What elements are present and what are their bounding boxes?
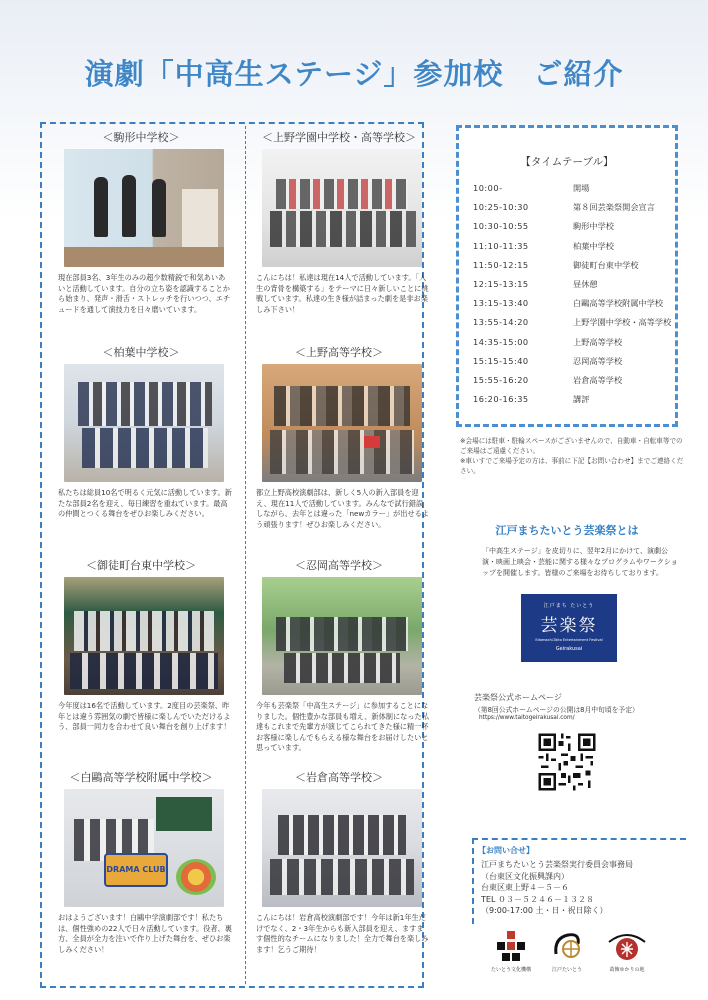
event-name: 講評 <box>573 394 590 405</box>
logo-main-text: 芸楽祭 <box>540 616 598 636</box>
timetable-title: 【タイムテーブル】 <box>520 156 614 168</box>
drama-club-sign: DRAMA CLUB <box>104 853 168 887</box>
logo-roman-text: Geirakusai <box>555 646 583 652</box>
event-name: 御徒町台東中学校 <box>573 259 639 270</box>
school-card-komagata <box>52 130 230 315</box>
logo-small-text: 江戸まち たいとう <box>543 603 595 609</box>
school-name: ＜上野学園中学校・高等学校＞ <box>262 131 416 144</box>
school-photo <box>64 364 224 482</box>
contact-phone: TEL ０３－５２４６－１３２８ <box>481 894 594 904</box>
school-card-shinobugaoka <box>250 558 428 754</box>
timetable-row <box>473 294 675 313</box>
school-photo <box>262 149 422 267</box>
school-name: ＜岩倉高等学校＞ <box>295 771 383 784</box>
timetable-row <box>473 237 675 256</box>
logo-caption: たいとう文化機構 <box>490 967 531 973</box>
time-slot: 14:35-15:00 <box>473 336 529 347</box>
time-slot: 10:25-10:30 <box>473 202 529 213</box>
timetable-row <box>473 256 675 275</box>
school-photo <box>64 149 224 267</box>
logo-caption: 葛飾ゆかりの地 <box>609 967 645 973</box>
event-name: 柏葉中学校 <box>573 240 614 251</box>
school-description: 都立上野高校演劇部は、新しく5人の新入部員を迎え、現在11人で活動しています。みんなで試行錯誤しながら、去年とは違った「newカラー」が出せるよう頑張ります！ぜひお楽しみください。 <box>256 488 429 529</box>
geirakusai-logo <box>521 594 617 662</box>
school-card-iwakura <box>250 770 428 955</box>
logo-sub-text: Edomachi-Taito Entertainment Festival <box>535 638 603 642</box>
time-slot: 15:55-16:20 <box>473 374 529 385</box>
school-name: ＜御徒町台東中学校＞ <box>86 559 196 572</box>
event-name: 第８回芸楽祭開会宣言 <box>573 202 655 213</box>
school-card-hakuyo <box>52 345 230 520</box>
contact-address: 台東区東上野４－５－６ <box>481 883 569 893</box>
taito-culture-icon <box>494 930 528 962</box>
timetable-row <box>473 333 675 352</box>
page-title: 演劇「中高生ステージ」参加校 ご紹介 <box>84 57 624 91</box>
event-name: 白鷗高等学校附属中学校 <box>573 298 664 309</box>
school-description: おはようございます！白鷗中学演劇部です！私たちは、個性強めの22人で日々活動しています。役者、裏方、全員が全力を注いで作り上げた舞台を、ぜひお楽しみください！ <box>58 913 232 954</box>
school-description: こんにちは！私達は現在14人で活動しています。「人生の背骨を構築する」をテーマに日々新しいことに挑戦しています。私達の生き様が詰まった劇を是非お楽しみ下さい！ <box>256 273 429 314</box>
contact-title: 【お問い合せ】 <box>478 846 534 855</box>
school-photo <box>262 577 422 695</box>
historic-site-logo <box>598 930 656 973</box>
event-name: 上野高等学校 <box>573 336 623 347</box>
qr-code-icon[interactable] <box>536 731 598 793</box>
time-slot: 10:00- <box>473 183 503 193</box>
festival-description: 「中高生ステージ」を皮切りに、翌年2月にかけて、演劇公演・映画上映会・芸能に関する様々なプログラムやワークショップを開催します。皆様のご来場をお待ちしております。 <box>482 547 678 577</box>
school-description: 現在部員3名、3年生のみの超少数精鋭で和気あいあいと活動しています。自分の立ち姿を認識することから始まり、発声・滑舌・ストレッチを行いつつ、エチュードを通して演技力を日々磨いています。 <box>58 273 231 314</box>
edo-taito-icon <box>550 930 584 962</box>
note-parking: ※会場には駐車・駐輪スペースがございませんので、自動車・自転車等でのご来場はご遠慮ください。 <box>460 437 683 455</box>
timetable-row <box>473 198 675 217</box>
homepage-title: 芸楽祭公式ホームページ <box>474 693 562 702</box>
contact-department: （台東区文化振興課内） <box>481 871 569 881</box>
school-name: ＜忍岡高等学校＞ <box>295 559 383 572</box>
school-name: ＜柏葉中学校＞ <box>102 346 180 359</box>
time-slot: 15:15-15:40 <box>473 355 529 366</box>
school-description: こんにちは！岩倉高校演劇部です！今年は新1年生だけでなく、2・3年生からも新入部員を迎え、ますます個性的なチームになりました！全力で舞台を楽しみます！乞うご期待！ <box>256 913 429 954</box>
time-slot: 11:10-11:35 <box>473 240 529 251</box>
school-name: ＜駒形中学校＞ <box>102 131 180 144</box>
timetable-row <box>473 390 675 409</box>
time-slot: 10:30-10:55 <box>473 221 529 232</box>
school-description: 私たちは総員10名で明るく元気に活動しています。新たな部員2名を迎え、毎日練習を重ねています。最高の仲間とつくる舞台をぜひお楽しみください。 <box>58 488 232 518</box>
contact-hours: （9:00-17:00 土・日・祝日除く） <box>481 906 608 916</box>
time-slot: 11:50-12:15 <box>473 259 529 270</box>
time-slot: 13:15-13:40 <box>473 298 529 309</box>
homepage-note: （第8回公式ホームページの公開は8月中旬頃を予定） <box>474 706 639 714</box>
school-photo <box>262 789 422 907</box>
school-card-ueno <box>250 345 428 530</box>
venue-notes <box>460 436 686 476</box>
time-slot: 12:15-13:15 <box>473 278 529 289</box>
contact-office: 江戸まちたいとう芸楽祭実行委員会事務局 <box>481 860 633 869</box>
edo-taito-logo <box>544 930 590 973</box>
timetable-box <box>456 125 678 427</box>
homepage-url[interactable]: https://www.taitogeirakusai.com/ <box>479 715 575 721</box>
contact-details <box>481 859 633 917</box>
event-name: 開場 <box>573 183 590 193</box>
time-slot: 16:20-16:35 <box>473 394 529 405</box>
school-photo <box>64 577 224 695</box>
event-name: 忍岡高等学校 <box>573 355 623 366</box>
school-description: 今年度は16名で活動しています。2度目の芸楽祭、昨年とは違う雰囲気の劇で皆様に楽しんでいただけるよう、部員一同力を合わせて良い舞台を創り上げます！ <box>58 701 231 731</box>
school-card-hakuo <box>52 770 230 955</box>
timetable-row <box>473 313 675 332</box>
time-slot: 13:55-14:20 <box>473 317 529 328</box>
festival-heading: 江戸まちたいとう芸楽祭とは <box>495 524 639 537</box>
event-name: 昼休憩 <box>573 278 598 289</box>
timetable-row <box>473 275 675 294</box>
event-name: 駒形中学校 <box>573 221 614 232</box>
timetable-row <box>473 352 675 371</box>
school-card-ueno-gakuen <box>250 130 428 315</box>
school-photo <box>64 789 224 907</box>
event-name: 岩倉高等学校 <box>573 374 623 385</box>
school-name: ＜上野高等学校＞ <box>295 346 383 359</box>
historic-site-icon <box>605 930 649 962</box>
note-wheelchair: ※車いすでご来場予定の方は、事前に下記【お問い合わせ】までご連絡ください。 <box>460 457 684 475</box>
timetable-row <box>473 217 675 236</box>
school-description: 今年も芸楽祭「中高生ステージ」に参加することになりました。個性豊かな部員も増え、新体制になった私達もこれまで先輩方が演じてこられてきた様に精一杯お客様に楽しんでもらえる様な舞台をお届けしたいと思っています。 <box>256 701 429 752</box>
taito-culture-logo <box>486 930 536 973</box>
event-name: 上野学園中学校・高等学校 <box>573 317 672 328</box>
timetable-row <box>473 371 675 390</box>
logo-caption: 江戸たいとう <box>551 967 582 973</box>
school-card-okachimachi <box>52 558 230 733</box>
column-divider <box>245 126 246 984</box>
timetable-row <box>473 179 675 198</box>
school-photo <box>262 364 422 482</box>
school-name: ＜白鷗高等学校附属中学校＞ <box>69 771 213 784</box>
